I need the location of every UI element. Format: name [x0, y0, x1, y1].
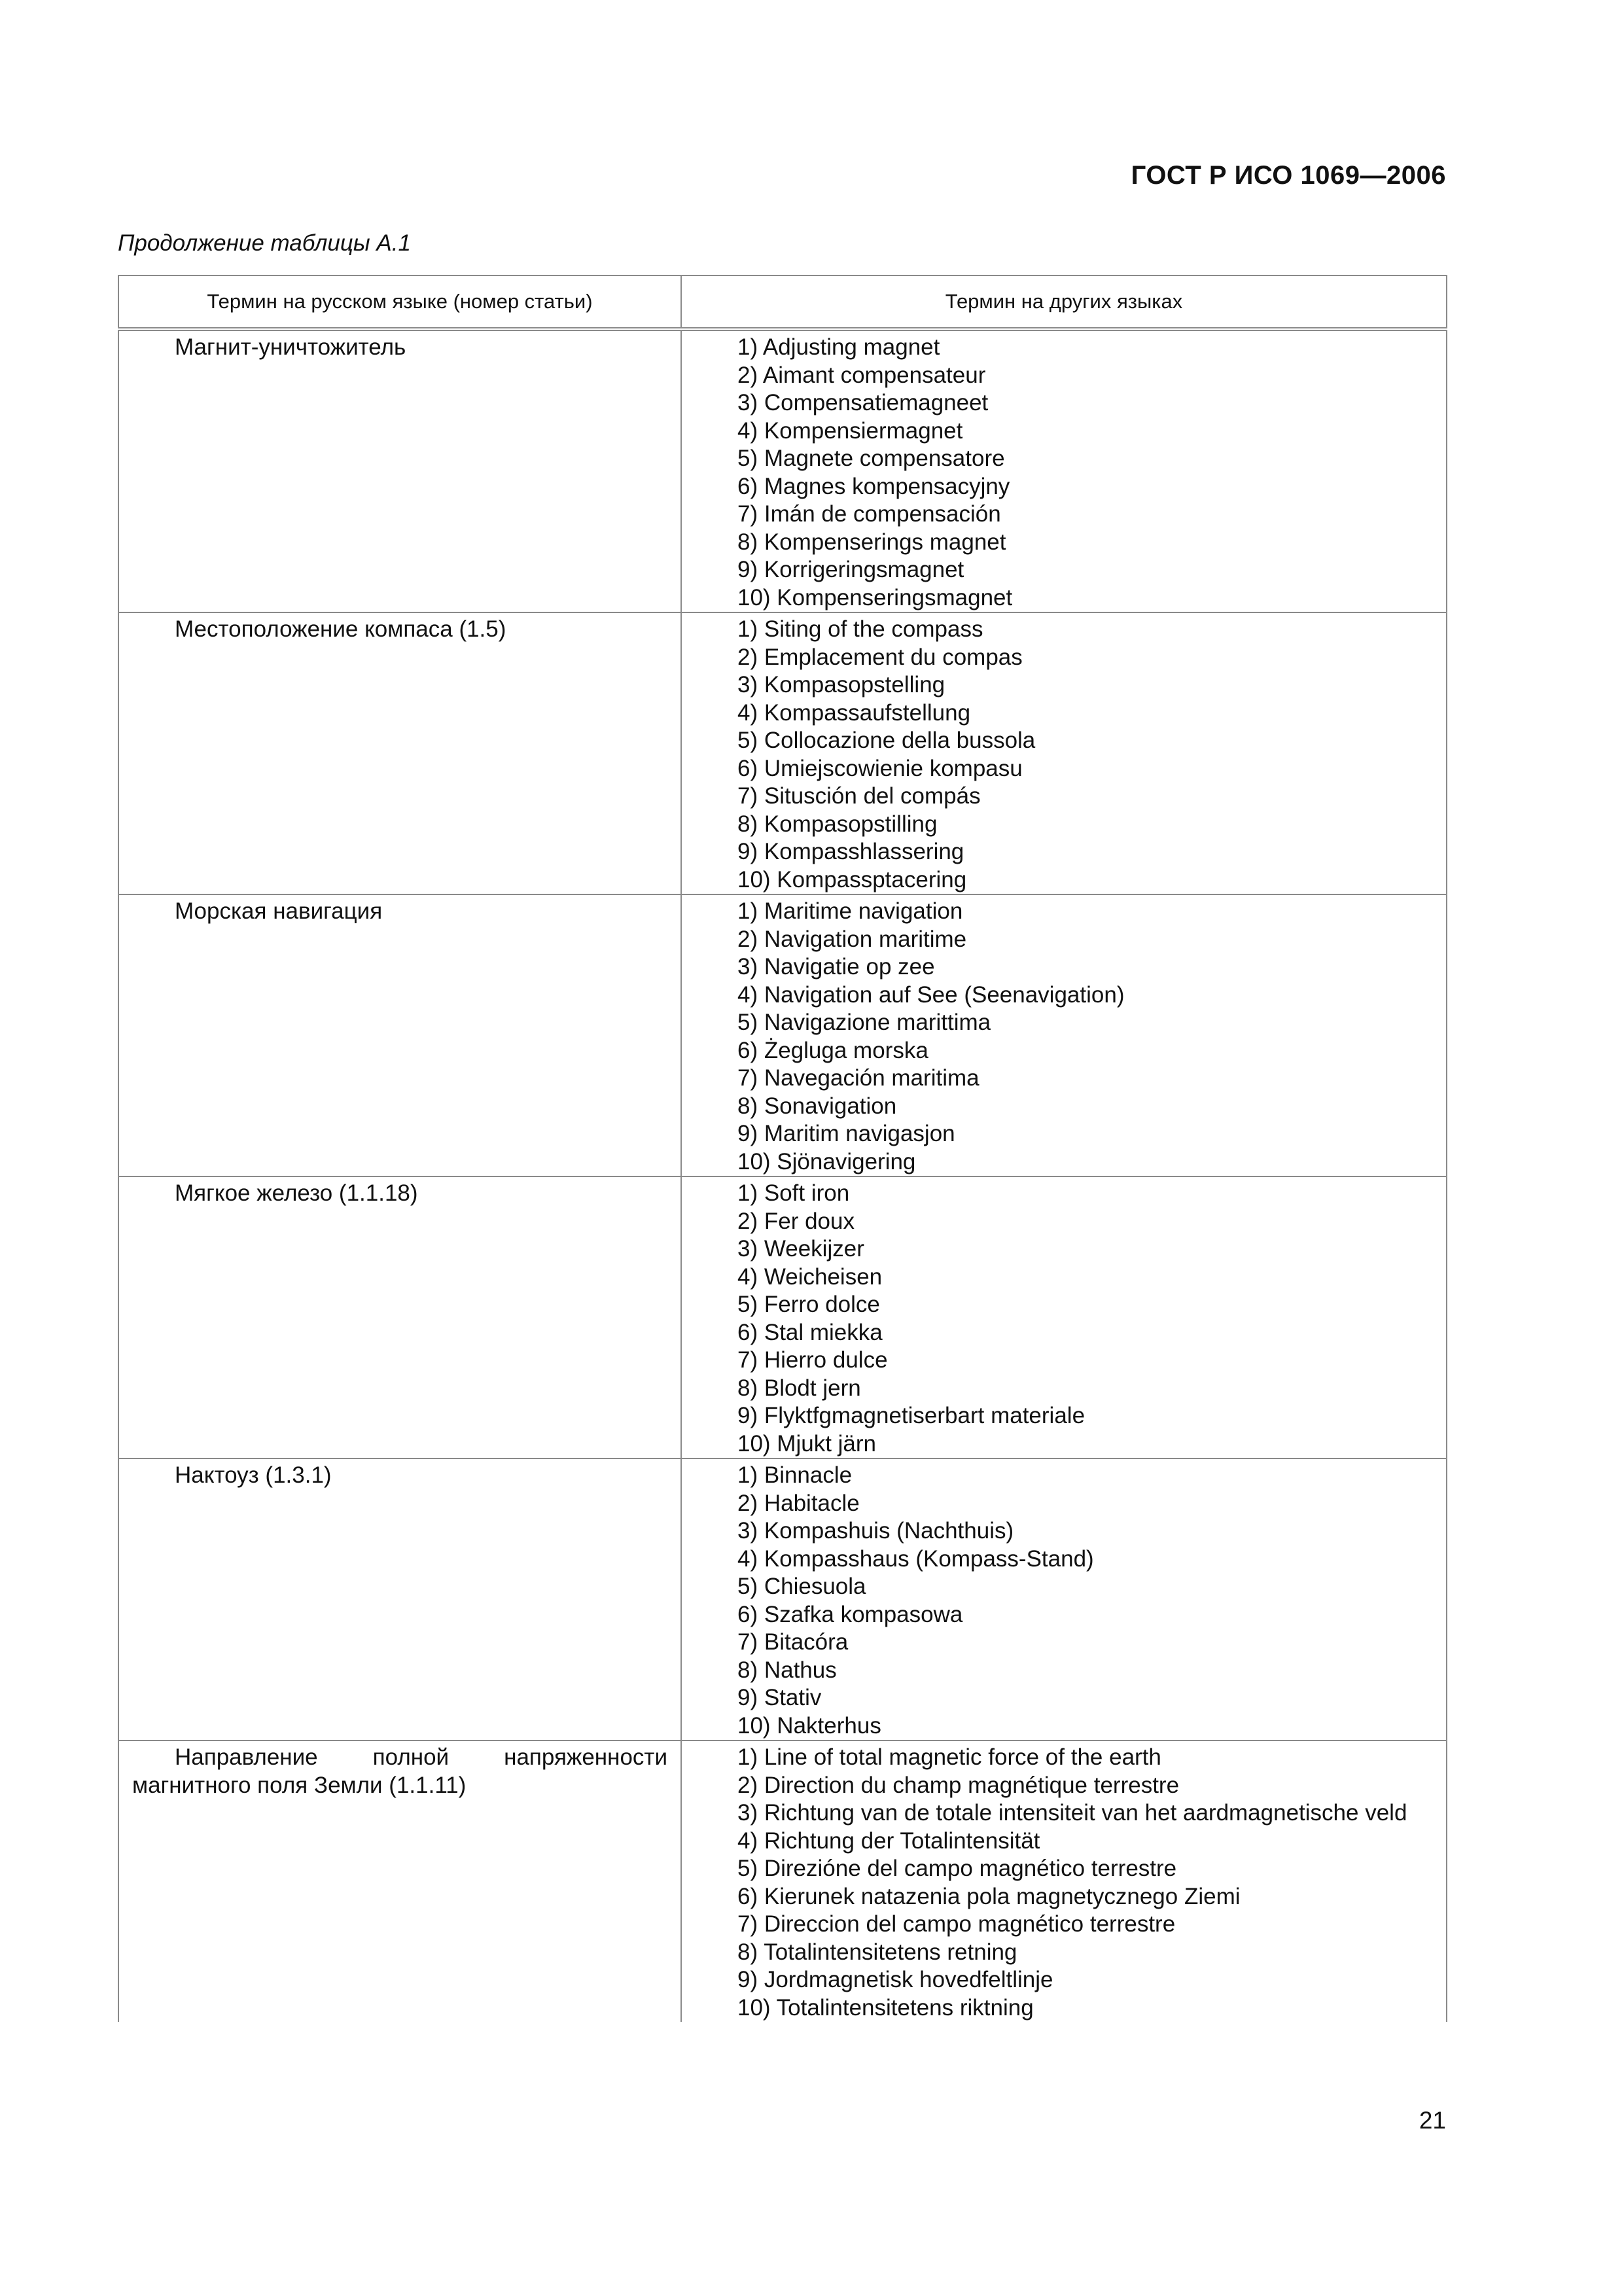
list-item: 6) Stal miekka: [737, 1319, 883, 1345]
list-item: 1) Adjusting magnet: [737, 334, 940, 360]
list-item: 7) Hierro dulce: [737, 1347, 888, 1373]
list-item: 7) Direccion del campo magnético terrestre: [737, 1911, 1176, 1937]
russian-term: Морская навигация: [175, 898, 383, 924]
russian-term: Местоположение компаса (1.5): [175, 616, 506, 642]
list-item: 4) Kompensiermagnet: [737, 417, 963, 444]
list-item: 7) Imán de compensación: [737, 501, 1001, 527]
terms-table: [118, 275, 1447, 2022]
other-terms-cell: [681, 612, 1447, 894]
other-terms-list: [682, 616, 1446, 894]
list-item: 6) Kierunek natazenia pola magnetycznego Ziemi: [737, 1883, 1241, 1909]
list-item: 2) Habitacle: [737, 1490, 860, 1516]
list-item: 8) Nathus: [737, 1657, 837, 1683]
table-row: [118, 329, 1447, 612]
russian-term-cell: [118, 894, 681, 1176]
list-item: 8) Sonavigation: [737, 1093, 897, 1119]
russian-term: Нактоуз (1.3.1): [175, 1462, 332, 1488]
table-row: [118, 1740, 1447, 2022]
russian-term-cell: [118, 612, 681, 894]
other-terms-list: [682, 1744, 1446, 2022]
other-terms-list: [682, 1462, 1446, 1740]
list-item: 4) Navigation auf See (Seenavigation): [737, 981, 1125, 1008]
list-item: 6) Umiejscowienie kompasu: [737, 755, 1023, 781]
list-item: 3) Compensatiemagneet: [737, 390, 989, 415]
list-item: 9) Jordmagnetisk hovedfeltlinje: [737, 1967, 1053, 1992]
list-item: 9) Flyktfgmagnetiserbart materiale: [737, 1403, 1086, 1428]
list-item: 10) Mjukt järn: [737, 1430, 877, 1457]
list-item: 2) Direction du champ magnétique terrestre: [737, 1772, 1180, 1798]
table-row: [118, 612, 1447, 894]
list-item: 9) Kompasshlassering: [737, 839, 964, 864]
list-item: 4) Richtung der Totalintensität: [737, 1828, 1040, 1854]
list-item: 2) Navigation maritime: [737, 926, 967, 952]
russian-term-cell: [118, 329, 681, 612]
list-item: 3) Kompasopstelling: [737, 672, 945, 698]
table-row: [118, 1458, 1447, 1740]
table-caption: Продолжение таблицы А.1: [118, 230, 411, 256]
list-item: 1) Line of total magnetic force of the earth: [737, 1744, 1161, 1770]
list-item: 7) Navegación maritima: [737, 1065, 980, 1091]
table-header-row: [118, 275, 1447, 329]
russian-term-cell: [118, 1740, 681, 2022]
list-item: 8) Blodt jern: [737, 1375, 861, 1401]
list-item: 1) Maritime navigation: [737, 898, 963, 924]
russian-term: Магнит-уничтожитель: [175, 334, 406, 360]
list-item: 5) Navigazione marittima: [737, 1010, 991, 1035]
list-item: 2) Fer doux: [737, 1208, 855, 1234]
table-row: [118, 894, 1447, 1176]
list-item: 3) Richtung van de totale intensiteit van het aardmagnetische veld: [737, 1800, 1407, 1826]
list-item: 4) Kompassaufstellung: [737, 699, 971, 726]
list-item: 3) Navigatie op zee: [737, 954, 935, 980]
page-number: 21: [1419, 2107, 1446, 2134]
list-item: 4) Weicheisen: [737, 1263, 883, 1290]
list-item: 6) Magnes kompensacyjny: [737, 473, 1010, 499]
other-terms-list: [682, 1180, 1446, 1458]
list-item: 5) Direzióne del campo magnético terrestre: [737, 1856, 1177, 1881]
other-terms-cell: [681, 1176, 1447, 1458]
table-body: [118, 329, 1447, 2022]
russian-term: Направление полной напряженности магнитного поля Земли (1.1.11): [132, 1744, 667, 1798]
list-item: 9) Maritim navigasjon: [737, 1121, 955, 1146]
other-terms-cell: [681, 1740, 1447, 2022]
list-item: 5) Collocazione della bussola: [737, 728, 1036, 753]
russian-term-cell: [118, 1458, 681, 1740]
russian-term: Мягкое железо (1.1.18): [175, 1180, 418, 1206]
list-item: 1) Binnacle: [737, 1462, 853, 1488]
list-item: 5) Ferro dolce: [737, 1292, 880, 1317]
list-item: 3) Kompashuis (Nachthuis): [737, 1518, 1014, 1544]
list-item: 7) Situsción del compás: [737, 783, 981, 809]
other-terms-cell: [681, 329, 1447, 612]
list-item: 9) Stativ: [737, 1685, 822, 1710]
other-terms-cell: [681, 894, 1447, 1176]
list-item: 5) Magnete compensatore: [737, 446, 1005, 471]
list-item: 6) Żegluga morska: [737, 1037, 928, 1063]
list-item: 6) Szafka kompasowa: [737, 1601, 963, 1627]
list-item: 10) Kompenseringsmagnet: [737, 584, 1013, 610]
list-item: 3) Weekijzer: [737, 1236, 864, 1262]
list-item: 8) Kompenserings magnet: [737, 529, 1006, 555]
list-item: 5) Chiesuola: [737, 1574, 866, 1599]
list-item: 7) Bitacóra: [737, 1629, 849, 1655]
list-item: 8) Kompasopstilling: [737, 811, 938, 837]
list-item: 2) Aimant compensateur: [737, 362, 986, 388]
russian-term-cell: [118, 1176, 681, 1458]
list-item: 9) Korrigeringsmagnet: [737, 557, 964, 582]
other-terms-list: [682, 334, 1446, 612]
list-item: 10) Totalintensitetens riktning: [737, 1994, 1034, 2021]
list-item: 10) Sjönavigering: [737, 1148, 916, 1174]
list-item: 2) Emplacement du compas: [737, 644, 1023, 670]
list-item: 10) Kompassptacering: [737, 866, 967, 892]
list-item: 8) Totalintensitetens retning: [737, 1939, 1017, 1965]
list-item: 1) Soft iron: [737, 1180, 850, 1206]
column-header-russian-term: Термин на русском языке (номер статьи): [118, 275, 681, 329]
list-item: 4) Kompasshaus (Kompass-Stand): [737, 1545, 1094, 1572]
other-terms-cell: [681, 1458, 1447, 1740]
document-standard-code: ГОСТ Р ИСО 1069—2006: [1131, 161, 1446, 190]
other-terms-list: [682, 898, 1446, 1176]
list-item: 1) Siting of the compass: [737, 616, 983, 642]
list-item: 10) Nakterhus: [737, 1712, 881, 1739]
column-header-other-languages: Термин на других языках: [681, 275, 1447, 329]
table-row: [118, 1176, 1447, 1458]
